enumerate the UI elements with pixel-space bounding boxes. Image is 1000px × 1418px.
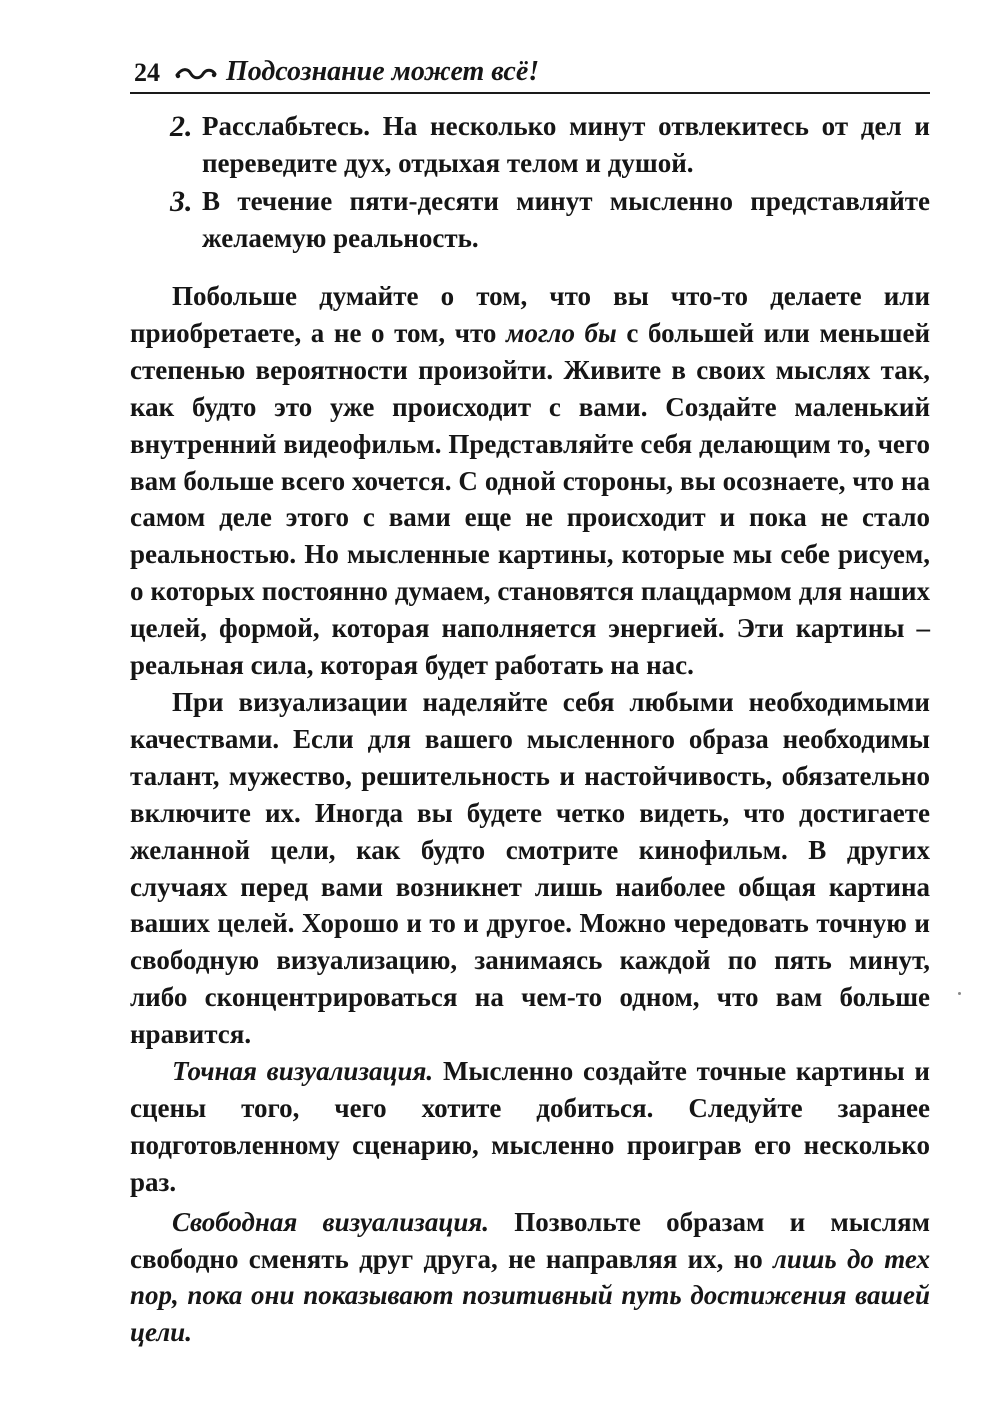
step-number: 3. (170, 185, 193, 218)
step-text: В течение пяти-десяти минут мысленно представляйте желаемую реальность. (202, 186, 930, 253)
paragraph-text: Мысленно создайте точные картины и сцены того, чего хотите добиться. Следуйте заранее подготовленному сценарию, мысленно проиграв его несколько раз. (130, 1056, 930, 1197)
body-text (130, 278, 930, 1351)
paragraph-precise-visualization (130, 1053, 930, 1201)
term-precise-visualization: Точная визуализация. (172, 1056, 434, 1087)
running-header (130, 52, 930, 96)
header-rule (130, 92, 930, 94)
step-item (130, 108, 930, 182)
step-number: 2. (170, 110, 193, 143)
paragraph-text: с большей или меньшей степенью вероятности произойти. Живите в своих мыслях так, как будто это уже происходит с вами. Создайте маленький внутренний видеофильм. Представляйте себя делающим то, чего вам больше всего хочется. С одной стороны, вы осознаете, что на самом деле этого с вами еще не происходит и пока не стало реальностью. Но мысленные картины, которые мы себе рисуем, о которых постоянно думаем, становятся плацдармом для наших целей, формой, которая наполняется энергией. Эти картины – реальная сила, которая будет работать на нас. (130, 317, 931, 681)
book-title: Подсознание может всё! (226, 56, 540, 87)
paragraph-visualize-doing (130, 278, 930, 684)
term-free-visualization: Свободная визуализация. (172, 1206, 490, 1237)
paragraph-qualities (130, 684, 930, 1053)
paragraph-text: Побольше думайте о том, что вы что-то делаете или приобретаете, а не о том, что (130, 281, 930, 348)
page-number: 24 (134, 58, 160, 87)
step-item (130, 183, 930, 257)
numbered-steps (130, 108, 930, 258)
emphasis-text: лишь до тех пор, пока они показывают позитивный путь достижения вашей цели. (130, 1243, 931, 1348)
step-text: Расслабьтесь. На несколько минут отвлекитесь от дел и переведите дух, отдыхая телом и душой. (202, 111, 930, 178)
swirl-ornament-icon (174, 66, 218, 82)
paragraph-free-visualization (130, 1204, 930, 1352)
emphasis-text: могло бы (506, 317, 617, 348)
paragraph-text: При визуализации наделяйте себя любыми необходимыми качествами. Если для вашего мысленного образа необходимы талант, мужество, решительность и настойчивость, обязательно включите их. Иногда вы будете четко видеть, что достигаете желанной цели, как будто смотрите кинофильм. В других случаях перед вами возникнет лишь наиболее общая картина ваших целей. Хорошо и то и другое. Можно чередовать точную и свободную визуализацию, занимаясь каждой по пять минут, либо сконцентрироваться на чем-то одном, что вам больше нравится. (130, 686, 930, 1050)
print-speck (958, 992, 961, 995)
paragraph-text: Позвольте образам и мыслям свободно сменять друг друга, не направляя их, но (130, 1206, 931, 1274)
